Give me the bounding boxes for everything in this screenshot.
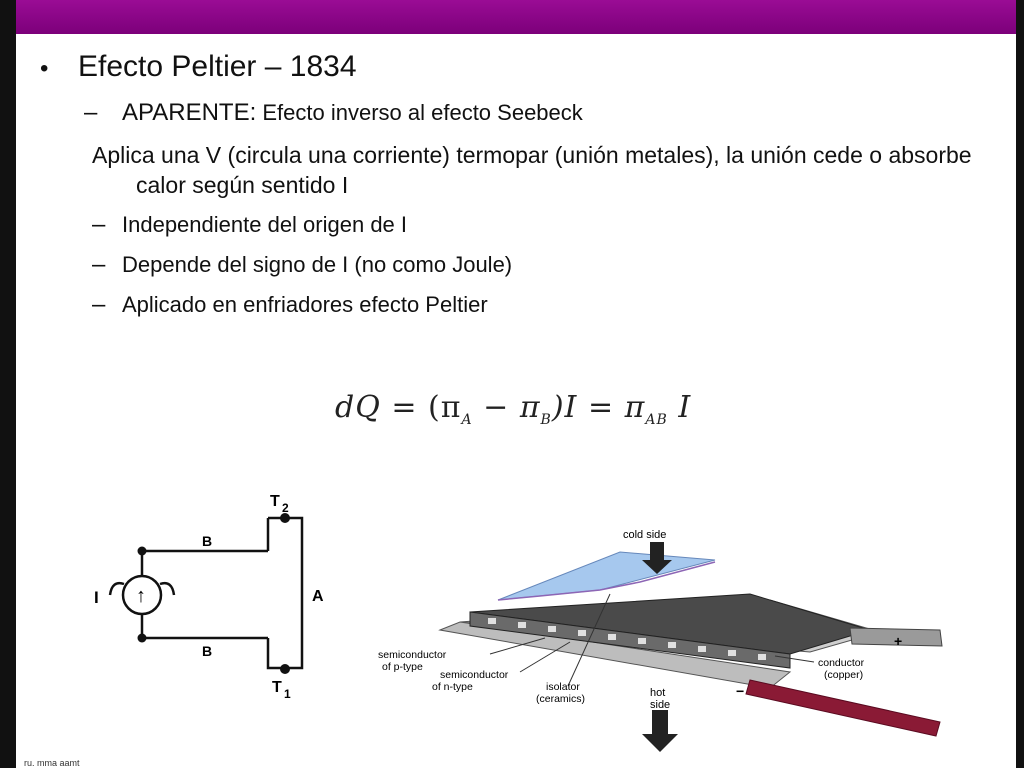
dash-glyph: – [84,99,98,126]
aplica-paragraph [92,140,982,200]
formula-tail: I [678,390,692,425]
hot-label-2: side [650,699,671,711]
aparente-row [84,98,964,128]
conductor-label-1: conductor [818,657,865,669]
dash-glyph: – [92,211,106,238]
semi-p-label-2: of p-type [382,661,423,673]
semi-p-label-1: semiconductor [378,649,447,661]
peltier-formula [335,390,691,428]
hot-arrow-head [642,734,678,752]
semi-n-label-1: semiconductor [440,669,509,681]
pellet [638,638,646,644]
plus-label: + [894,633,903,649]
formula-sub-a: A [461,412,473,428]
pellet [758,654,766,660]
formula-open: (π [428,390,462,425]
isolator-label-1: isolator [546,681,580,693]
negative-wire [746,680,940,736]
dash-glyph: – [92,251,106,278]
pellet [608,634,616,640]
bullet-glyph: • [40,55,49,82]
conductor-label-2: (copper) [824,669,864,681]
pellet [578,630,586,636]
label-b-bottom: B [202,643,213,659]
item-depende [92,250,972,280]
pellet [698,646,706,652]
dash-glyph: – [92,291,106,318]
formula-equals-1: = [391,390,418,425]
formula-lhs: dQ [335,390,381,425]
formula-minus: − [483,390,510,425]
footer-text: ru. mma aamt [24,758,80,768]
pellet [668,642,676,648]
label-t1-sub: 1 [284,687,291,701]
item-independiente-text: Independiente del origen de I [122,212,408,237]
thermocouple-circuit [90,488,350,703]
item-aplicado [92,290,972,320]
formula-equals-2: = [587,390,615,425]
wire-a-loop [268,518,302,668]
cold-side-label: cold side [623,529,667,541]
junction-t1-dot [280,664,290,674]
label-t1: T [272,679,282,696]
semi-n-label-2: of n-type [432,681,473,693]
slide-header-bar [16,0,1016,34]
item-depende-text: Depende del signo de I (no como Joule) [122,252,513,277]
pellet [728,650,736,656]
item-aplicado-text: Aplicado en enfriadores efecto Peltier [122,292,488,317]
aplica-line-2: calor según sentido I [136,172,349,198]
right-frame-border [1016,0,1024,768]
formula-sub-ab: AB [645,412,668,428]
aparente-label: APARENTE: [122,99,257,126]
hot-label-1: hot [650,687,666,699]
formula-close: )I [551,390,578,425]
label-i: I [94,588,99,607]
pellet [488,618,496,624]
label-t2: T [270,493,280,510]
isolator-label-2: (ceramics) [536,693,585,705]
hot-arrow-shaft [652,710,668,734]
aparente-text: Efecto inverso al efecto Seebeck [256,100,583,125]
left-frame-border [0,0,16,768]
slide-title: Efecto Peltier – 1834 [78,50,357,83]
label-b-top: B [202,533,213,549]
peltier-module-illustration [370,522,950,762]
label-a: A [312,588,324,605]
junction-dot [138,634,147,643]
label-t2-sub: 2 [282,501,289,515]
junction-dot [138,547,147,556]
formula-sub-b: B [540,412,552,428]
aplica-line-1: Aplica una V (circula una corriente) termopar (unión metales), la unión cede o absorbe [92,142,972,168]
cold-arrow-shaft [650,542,664,560]
pellet [548,626,556,632]
formula-pi-2: π [519,390,541,425]
item-independiente [92,210,972,240]
cold-plate [498,552,715,600]
minus-label: − [736,683,745,699]
source-arrow: ↑ [136,585,146,607]
formula-pi-3: π [624,390,646,425]
pellet [518,622,526,628]
